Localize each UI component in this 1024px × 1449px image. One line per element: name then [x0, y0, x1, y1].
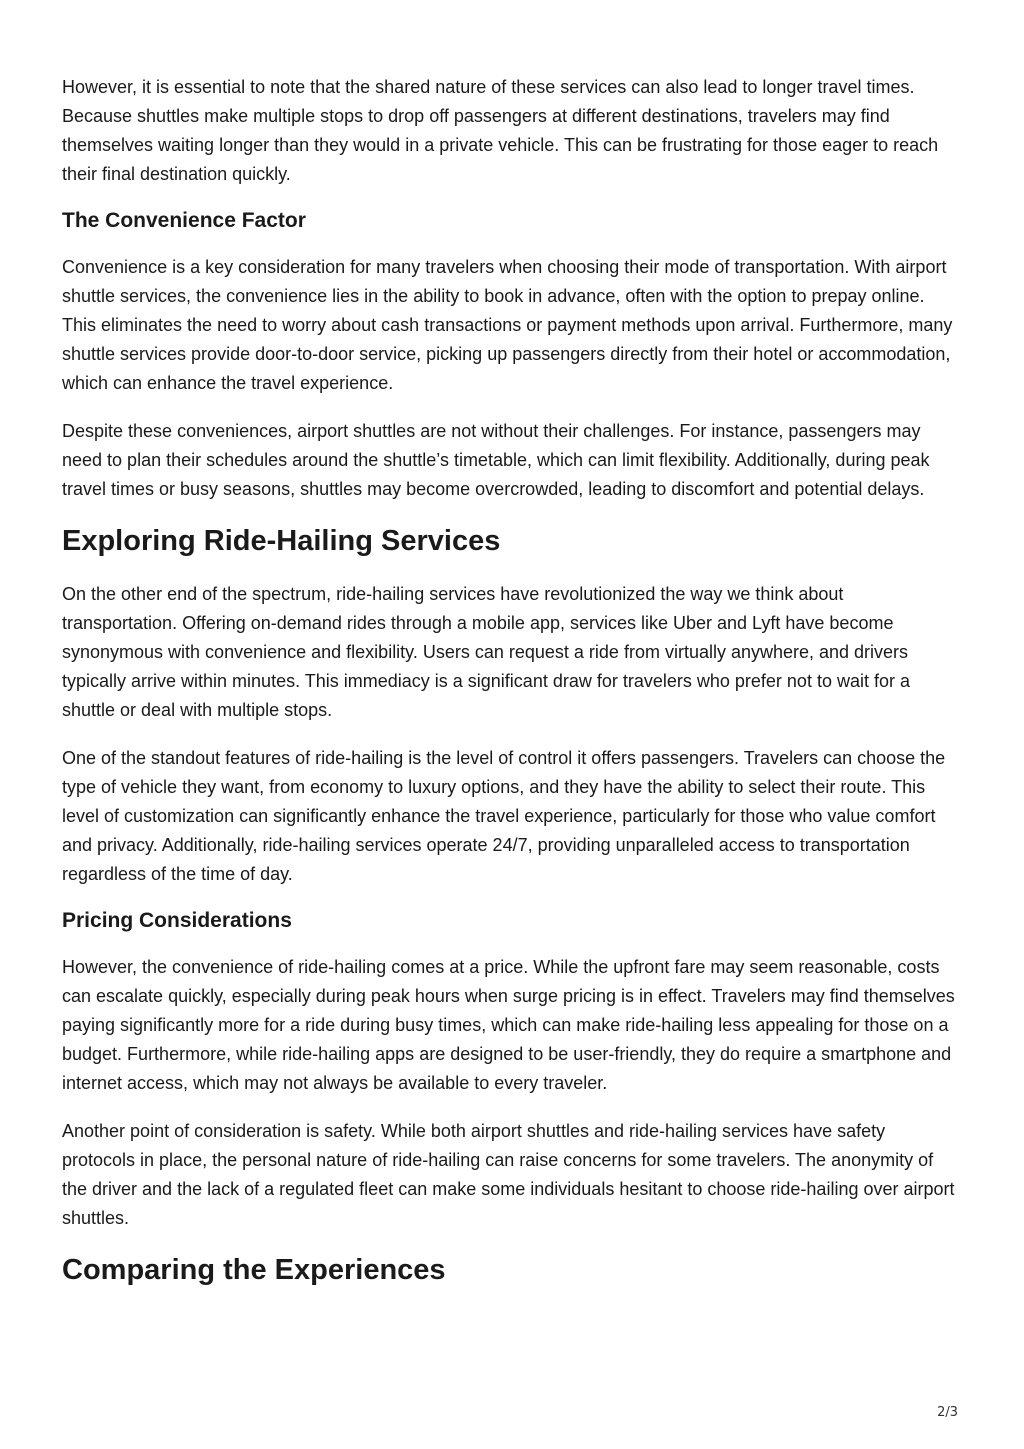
page-number: 2/3	[937, 1405, 958, 1420]
paragraph-safety: Another point of consideration is safety. While both airport shuttles and ride-hailing services have safety protocols in place, the personal nature of ride-hailing can raise concerns for some travelers. The anonymity of the driver and the lack of a regulated fleet can make some individuals hesitant to choose ride-hailing over airport shuttles.	[62, 1121, 955, 1228]
document-body	[62, 73, 962, 1309]
subheading-pricing: Pricing Considerations	[62, 909, 292, 932]
heading-ride-hailing: Exploring Ride-Hailing Services	[62, 525, 501, 557]
subheading-convenience-factor: The Convenience Factor	[62, 209, 306, 232]
paragraph-ride-hailing-intro: On the other end of the spectrum, ride-hailing services have revolutionized the way we think about transportation. Offering on-demand rides through a mobile app, services like Uber and Lyft have become synonymous with convenience and flexibility. Users can request a ride from virtually anywhere, and drivers typically arrive within minutes. This immediacy is a significant draw for travelers who prefer not to wait for a shuttle or deal with multiple stops.	[62, 584, 910, 720]
paragraph-ride-hailing-control: One of the standout features of ride-hailing is the level of control it offers passengers. Travelers can choose the type of vehicle they want, from economy to luxury options, and they have the ability to select their route. This level of customization can significantly enhance the travel experience, particularly for those who value comfort and privacy. Additionally, ride-hailing services operate 24/7, providing unparalleled access to transportation regardless of the time of day.	[62, 748, 946, 884]
paragraph-shuttle-challenges: Despite these conveniences, airport shuttles are not without their challenges. For instance, passengers may need to plan their schedules around the shuttle’s timetable, which can limit flexibility. Additionally, during peak travel times or busy seasons, shuttles may become overcrowded, leading to discomfort and potential delays.	[62, 421, 930, 499]
heading-comparing-experiences: Comparing the Experiences	[62, 1254, 446, 1286]
paragraph-convenience: Convenience is a key consideration for many travelers when choosing their mode of transportation. With airport shuttle services, the convenience lies in the ability to book in advance, often with the option to prepay online. This eliminates the need to worry about cash transactions or payment methods upon arrival. Furthermore, many shuttle services provide door-to-door service, picking up passengers directly from their hotel or accommodation, which can enhance the travel experience.	[62, 257, 953, 393]
paragraph-shuttle-travel-times: However, it is essential to note that the shared nature of these services can also lead to longer travel times. Because shuttles make multiple stops to drop off passengers at different destinations, travelers may find themselves waiting longer than they would in a private vehicle. This can be frustrating for those eager to reach their final destination quickly.	[62, 77, 939, 184]
paragraph-pricing: However, the convenience of ride-hailing comes at a price. While the upfront fare may seem reasonable, costs can escalate quickly, especially during peak hours when surge pricing is in effect. Travelers may find themselves paying significantly more for a ride during busy times, which can make ride-hailing less appealing for those on a budget. Furthermore, while ride-hailing apps are designed to be user-friendly, they do require a smartphone and internet access, which may not always be available to every traveler.	[62, 957, 955, 1093]
